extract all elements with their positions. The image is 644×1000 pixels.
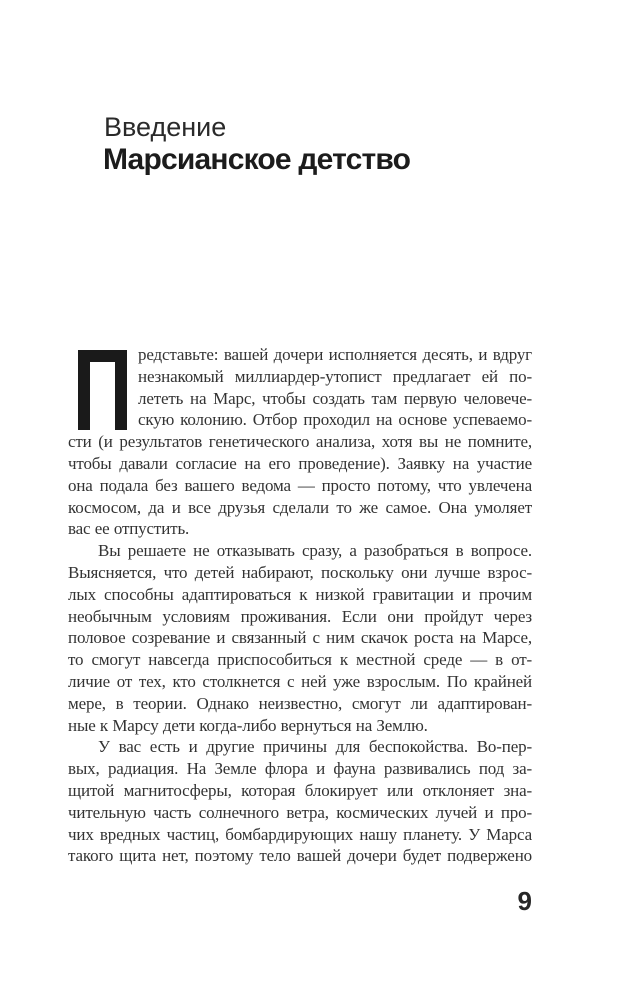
body-line: чих вредных частиц, бомбардирующих нашу планету. У Марса <box>68 824 532 844</box>
body-line: такого щита нет, поэтому тело вашей дочери будет подвержено <box>68 846 532 866</box>
body-line: чительную часть солнечного ветра, космических лучей и про- <box>68 802 532 822</box>
body-line: космосом, да и все друзья сделали то же самое. Она умоляет <box>68 497 532 517</box>
body-line: мере, в теории. Однако неизвестно, смогут ли адаптирован- <box>68 693 532 713</box>
body-line: лых способны адаптироваться к низкой гравитации и прочим <box>68 584 532 604</box>
body-line: личие от тех, кто столкнется с ней уже взрослым. По крайней <box>68 671 532 691</box>
page-number: 9 <box>517 886 532 916</box>
body-line: редставьте: вашей дочери исполняется десять, и вдруг <box>138 345 532 364</box>
body-line: незнакомый миллиардер-утопист предлагает ей по- <box>138 366 532 386</box>
drop-cap-letter-shape <box>78 350 127 430</box>
body-line: половое созревание и связанный с ним скачок роста на Марсе, <box>68 628 532 648</box>
body-line: Выясняется, что детей набирают, поскольку они лучше взрос- <box>68 562 532 582</box>
body-line: Вы решаете не отказывать сразу, а разобраться в вопросе. <box>98 541 532 561</box>
section-kicker: Введение <box>104 112 227 142</box>
body-line: скую колонию. Отбор проходил на основе успеваемо- <box>138 410 532 430</box>
body-line: лететь на Марс, чтобы создать там первую человече- <box>138 388 532 408</box>
page-title: Марсианское детство <box>103 143 411 176</box>
body-line: чтобы давали согласие на его проведение). Заявку на участие <box>68 453 532 473</box>
body-line: необычным условиям проживания. Если они пройдут через <box>68 606 532 626</box>
body-line: щитой магнитосферы, которая блокирует или отклоняет зна- <box>68 780 532 800</box>
body-text <box>68 344 532 867</box>
body-line: У вас есть и другие причины для беспокойства. Во-пер- <box>98 737 532 757</box>
body-line: сти (и результатов генетического анализа, хотя вы не помните, <box>68 432 532 452</box>
body-line: вас ее отпустить. <box>68 519 190 539</box>
body-line: она подала без вашего ведома — просто потому, что увлечена <box>68 475 532 495</box>
body-line: то смогут навсегда приспособиться к местной среде — в от- <box>68 650 532 670</box>
drop-cap <box>68 344 138 430</box>
body-line: вых, радиация. На Земле флора и фауна развивались под за- <box>68 759 532 779</box>
body-line: ные к Марсу дети когда-либо вернуться на Землю. <box>68 715 428 735</box>
